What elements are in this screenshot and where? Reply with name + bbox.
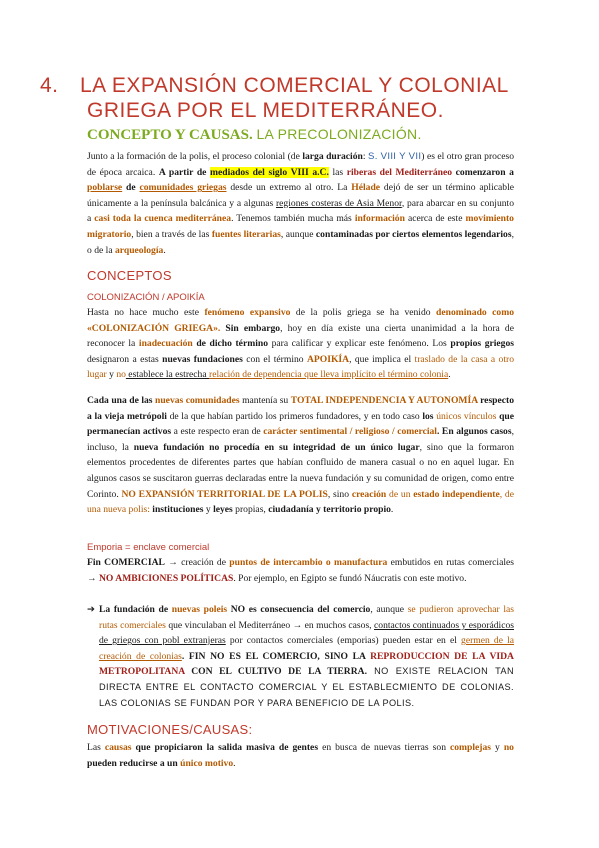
text-run: , sino que la formaron elementos procedentes de diferentes partes que habían confluido de manera casual o no en aquel lugar. En algunos casos se suscitaron guerras declaradas entre la nueva fundación y su comunidad de origen, como entre Corinto. (87, 441, 514, 500)
text-run: , hoy en día existe una cierta unanimidad a la hora de reconocer la (87, 322, 514, 350)
text-run: acerca de este (404, 213, 466, 225)
text-run: . (448, 369, 451, 381)
text-run: fenómeno expansivo (204, 307, 291, 318)
text-run: establece la estrecha (125, 369, 209, 381)
text-run: APOIKÍA (306, 353, 350, 365)
text-run: → creación de (164, 557, 230, 568)
text-run: relación de dependencia que lleva implícito el término colonia (209, 369, 449, 381)
section-number: 4. (40, 74, 59, 97)
text-run: REPRODUCCION DE LA VIDA METROPOLITANA (99, 650, 514, 678)
text-run: nuevas fundaciones (162, 353, 243, 365)
emporia-paragraph (87, 555, 514, 586)
text-run: , sino (327, 488, 352, 500)
text-run: NO AMBICIONES POLÍTICAS (99, 572, 234, 584)
text-run: las (328, 166, 347, 178)
text-run: que vinculaban el Mediterráneo → en muchos casos, (165, 619, 375, 631)
bullet-text (99, 602, 514, 711)
text-run: denominado como «COLONIZACIÓN GRIEGA». (87, 307, 515, 334)
text-run: . (390, 504, 394, 516)
text-run: de un (386, 488, 414, 500)
text-run: nueva fundación no procedía en su integridad de un único lugar (133, 441, 420, 453)
text-run: causas (104, 742, 132, 753)
text-run: larga duración (302, 151, 363, 162)
text-run: designaron a estas (87, 353, 163, 365)
text-run: inadecuación (138, 338, 193, 350)
text-run: para calificar y explicar este fenómeno. Los (268, 338, 451, 350)
subheading-light: LA PRECOLONIZACIÓN. (256, 126, 422, 142)
text-run: complejas (450, 742, 492, 753)
text-run: y (106, 369, 117, 381)
text-run: , o de la (87, 228, 514, 256)
text-run: información (354, 213, 405, 225)
text-run: casi toda la cuenca mediterránea (94, 213, 232, 225)
heading-line-2: GRIEGA POR EL MEDITERRÁNEO. (87, 99, 444, 122)
text-run: TOTAL INDEPENDENCIA Y AUTONOMÍA (290, 395, 478, 406)
emporia-bullet (87, 602, 514, 711)
section-heading (40, 73, 580, 123)
conceptos-heading: CONCEPTOS (87, 268, 172, 283)
text-run: instituciones (152, 504, 204, 516)
text-run: . Por ejemplo, en Egipto se fundó Náucratis con este motivo. (233, 572, 467, 584)
text-run: La fundación de (99, 604, 172, 615)
text-run: y (203, 504, 214, 516)
text-run: ciudadanía y territorio propio (268, 504, 391, 516)
text-run: contaminadas por ciertos elementos legendarios (315, 228, 512, 240)
text-run: en busca de nuevas tierras son (318, 742, 450, 753)
heading-line-1: LA EXPANSIÓN COMERCIAL Y COLONIAL (80, 74, 509, 97)
subheading (87, 126, 422, 144)
text-run: CON EL CULTIVO DE LA TIERRA. (184, 666, 367, 678)
text-run: comenzaron a (452, 166, 514, 178)
text-run: pueden reducirse a un (87, 757, 181, 769)
text-run: Sin embargo (220, 322, 281, 334)
text-run: de (122, 182, 140, 194)
text-run: Cada una de las (87, 395, 156, 406)
text-run: Fin COMERCIAL (87, 557, 165, 568)
text-run: los (422, 410, 434, 422)
text-run: S. VIII Y VII (368, 151, 422, 162)
text-run: , aunque (370, 604, 408, 615)
colonizacion-subheading: COLONIZACIÓN / APOIKÍA (87, 292, 205, 303)
text-run: que permanecían activos (87, 410, 514, 438)
text-run: mantenía su (239, 395, 291, 406)
motivaciones-paragraph (87, 740, 514, 771)
text-run: , incluso, la (87, 426, 514, 453)
text-run: nuevas poleis (171, 604, 228, 615)
text-run: respecto a la vieja metrópoli (87, 395, 515, 422)
text-run: NO es consecuencia del comercio (227, 604, 371, 615)
text-run: Las (87, 742, 105, 753)
text-run: con el término (242, 353, 307, 365)
text-run: regiones costeras de Asia Menor (275, 197, 402, 209)
text-run: estado independiente (413, 488, 500, 500)
text-run: fuentes literarias (211, 228, 281, 240)
text-run: de la polis griega se ha venido (290, 307, 437, 318)
text-run: , para abarcar en su conjunto a (87, 197, 514, 225)
subheading-bold: CONCEPTO Y CAUSAS. (87, 127, 253, 143)
conceptos-paragraph-1 (87, 305, 514, 383)
text-run: Hasta no hace mucho este (87, 307, 205, 318)
text-run: . FIN NO ES EL COMERCIO, SINO LA (181, 650, 371, 662)
text-run: embutidos en rutas comerciales → (87, 557, 514, 584)
text-run: ) es el otro gran proceso de época arcaica. (87, 151, 514, 178)
text-run: poblarse (87, 182, 123, 194)
text-run: contactos continuados y esporádicos de griegos con pobl extranjeras (99, 619, 515, 647)
conceptos-paragraph-2 (87, 393, 514, 518)
text-run: único motivo (180, 757, 234, 769)
text-run: y (491, 742, 504, 753)
text-run: , que implica el (349, 353, 415, 365)
text-run: a este respecto eran de (171, 426, 264, 438)
text-run: : (362, 151, 368, 162)
text-run: arqueología (114, 244, 164, 256)
intro-paragraph (87, 149, 514, 258)
motivaciones-heading: MOTIVACIONES/CAUSAS: (87, 722, 253, 737)
text-run: Junto a la formación de la polis, el proceso colonial (de (87, 151, 303, 162)
text-run: . Tenemos también mucha más (231, 213, 355, 225)
text-run: germen de la creación de colonias (99, 635, 514, 662)
text-run: nuevas comunidades (155, 395, 240, 406)
text-run: traslado de la casa a otro lugar (87, 353, 515, 381)
text-run: movimiento migratorio (87, 213, 514, 240)
text-run: NO EXISTE RELACION TAN DIRECTA ENTRE EL CONTACTO COMERCIAL Y EL ESTABLECMIENTO DE COLONIAS. LAS COLONIAS SE FUNDAN POR Y PARA BENEFICIO DE LA POLIS. (99, 666, 514, 708)
text-run: . En algunos casos (436, 426, 512, 438)
text-run: desde un extremo al otro. La (226, 182, 352, 194)
text-run: comunidades griegas (139, 182, 227, 194)
text-run: propias, (232, 504, 269, 516)
text-run: creación (351, 488, 387, 500)
text-run: por contactos comerciales (emporias) pueden estar en el (225, 635, 462, 647)
text-run: carácter sentimental / religioso / comercial (263, 426, 437, 438)
text-run: de dicho término (192, 338, 268, 350)
text-run: , bien a través de las (131, 228, 212, 240)
text-run: . (163, 244, 166, 256)
text-run: riberas del Mediterráneo (346, 166, 453, 178)
text-run: propios griegos (450, 338, 514, 350)
text-run: NO EXPANSIÓN TERRITORIAL DE LA POLIS (121, 488, 328, 500)
text-run: leyes (213, 504, 233, 516)
text-run: que propiciaron la salida masiva de gentes (131, 742, 319, 753)
text-run: únicos vínculos (433, 410, 497, 422)
text-run: no (116, 369, 126, 381)
emporia-subheading: Emporia = enclave comercial (87, 542, 210, 553)
text-run: dejó de ser un término aplicable únicamente a la península balcánica y a algunas (87, 182, 514, 209)
text-run: Hélade (351, 182, 381, 194)
text-run: se pudieron aprovechar las rutas comerciales (99, 604, 514, 631)
arrow-bullet-icon: ➔ (87, 604, 96, 615)
text-run: no (503, 742, 514, 753)
text-run: mediados del siglo VIII a.C. (210, 166, 329, 178)
text-run: puntos de intercambio o manufactura (229, 557, 388, 568)
text-run: , aunque (280, 228, 316, 240)
text-run: de la que habían partido los primeros fundadores, y en todo caso (166, 410, 423, 422)
text-run: A partir de (158, 166, 211, 178)
text-run: , de una nueva polis: (87, 488, 514, 516)
text-run: . (233, 757, 236, 769)
